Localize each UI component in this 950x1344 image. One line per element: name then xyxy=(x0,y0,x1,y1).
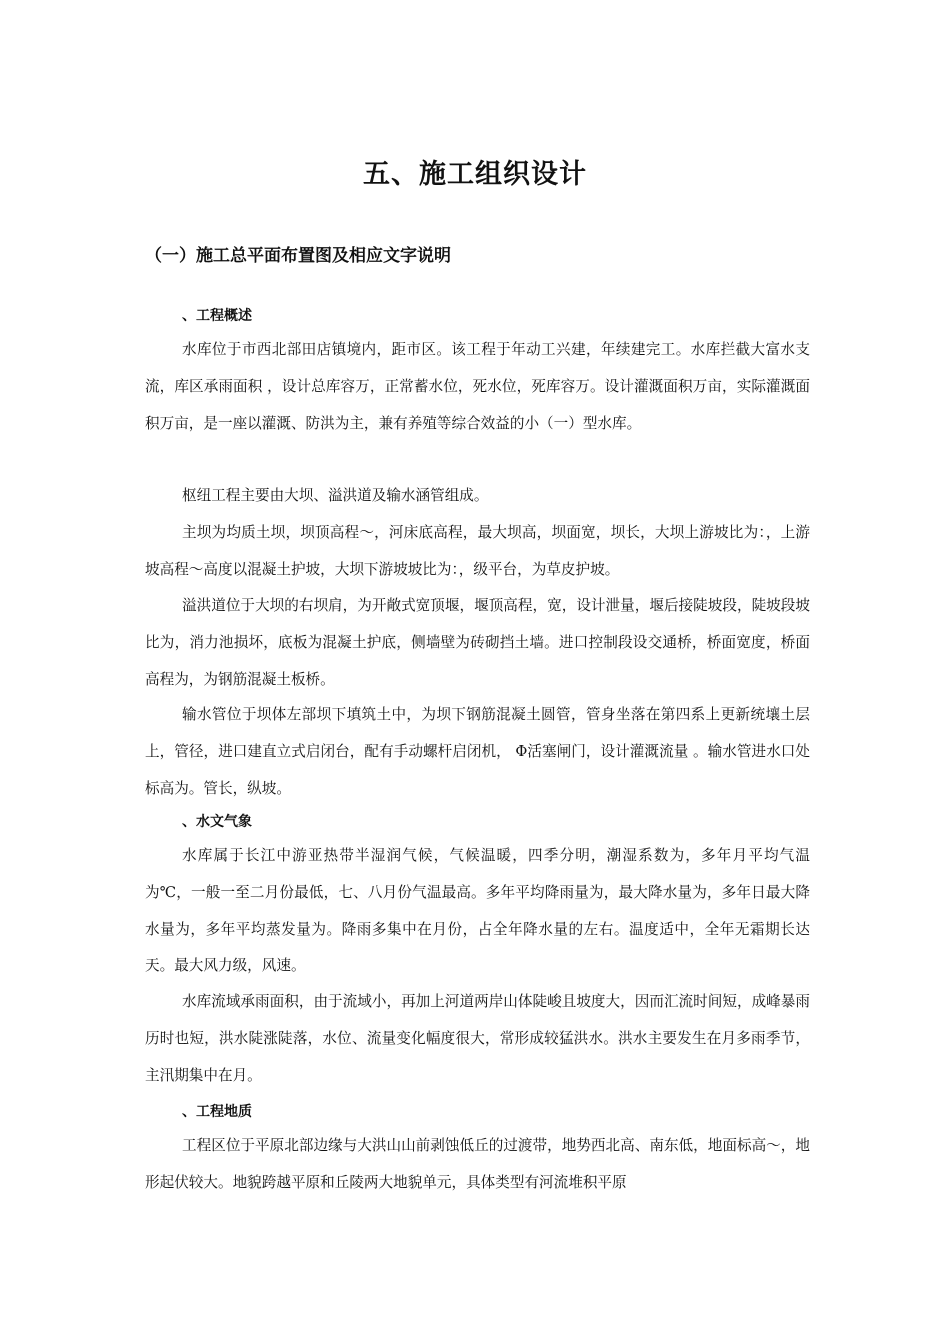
paragraph-geology-1: 工程区位于平原北部边缘与大洪山山前剥蚀低丘的过渡带，地势西北高、南东低，地面标高～，地形起伏较大。地貌跨越平原和丘陵两大地貌单元，具体类型有河流堆积平原 xyxy=(145,1137,810,1191)
paragraph-hydrology-2: 水库流域承雨面积，由于流域小，再加上河道两岸山体陡峻且坡度大，因而汇流时间短，成峰暴雨历时也短，洪水陡涨陡落，水位、流量变化幅度很大，常形成较猛洪水。洪水主要发生在月多雨季节，主汛期集中在月。 xyxy=(145,993,810,1084)
paragraph-overview-2: 枢纽工程主要由大坝、溢洪道及输水涵管组成。 xyxy=(182,487,489,504)
heading-geology: 、工程地质 xyxy=(182,1104,252,1120)
paragraph-overview-4: 溢洪道位于大坝的右坝肩，为开敞式宽顶堰，堰顶高程，宽，设计泄量，堰后接陡坡段，陡坡段坡比为，消力池损坏，底板为混凝土护底，侧墙壁为砖砌挡土墙。进口控制段设交通桥，桥面宽度，桥面高程为，为钢筋混凝土板桥。 xyxy=(145,597,810,688)
paragraph-hydrology-1: 水库属于长江中游亚热带半湿润气候，气候温暖，四季分明，潮湿系数为，多年月平均气温为℃，一般一至二月份最低，七、八月份气温最高。多年平均降雨量为，最大降水量为，多年日最大降水量为，多年平均蒸发量为。降雨多集中在月份，占全年降水量的左右。温度适中，全年无霜期长达天。最大风力级，风速。 xyxy=(145,847,810,975)
page-title: 五、施工组织设计 xyxy=(363,159,587,190)
paragraph-overview-5: 输水管位于坝体左部坝下填筑土中，为坝下钢筋混凝土圆管，管身坐落在第四系上更新统壤土层上，管径，进口建直立式启闭台，配有手动螺杆启闭机， Φ活塞闸门，设计灌溉流量 。输水管进水口处标高为。管长，纵坡。 xyxy=(145,706,810,797)
section-title: （一）施工总平面布置图及相应文字说明 xyxy=(145,246,451,266)
heading-overview: 、工程概述 xyxy=(182,308,252,324)
paragraph-overview-1: 水库位于市西北部田店镇境内，距市区。该工程于年动工兴建，年续建完工。水库拦截大富水支流，库区承雨面积 ，设计总库容万，正常蓄水位，死水位，死库容万。设计灌溉面积万亩，实际灌溉面积万亩，是一座以灌溉、防洪为主，兼有养殖等综合效益的小（一）型水库。 xyxy=(145,341,810,432)
heading-hydrology: 、水文气象 xyxy=(182,814,252,830)
paragraph-overview-3: 主坝为均质土坝，坝顶高程～，河床底高程，最大坝高，坝面宽，坝长，大坝上游坡比为：，上游坡高程～高度以混凝土护坡，大坝下游坡坡比为：，级平台，为草皮护坡。 xyxy=(145,524,810,578)
